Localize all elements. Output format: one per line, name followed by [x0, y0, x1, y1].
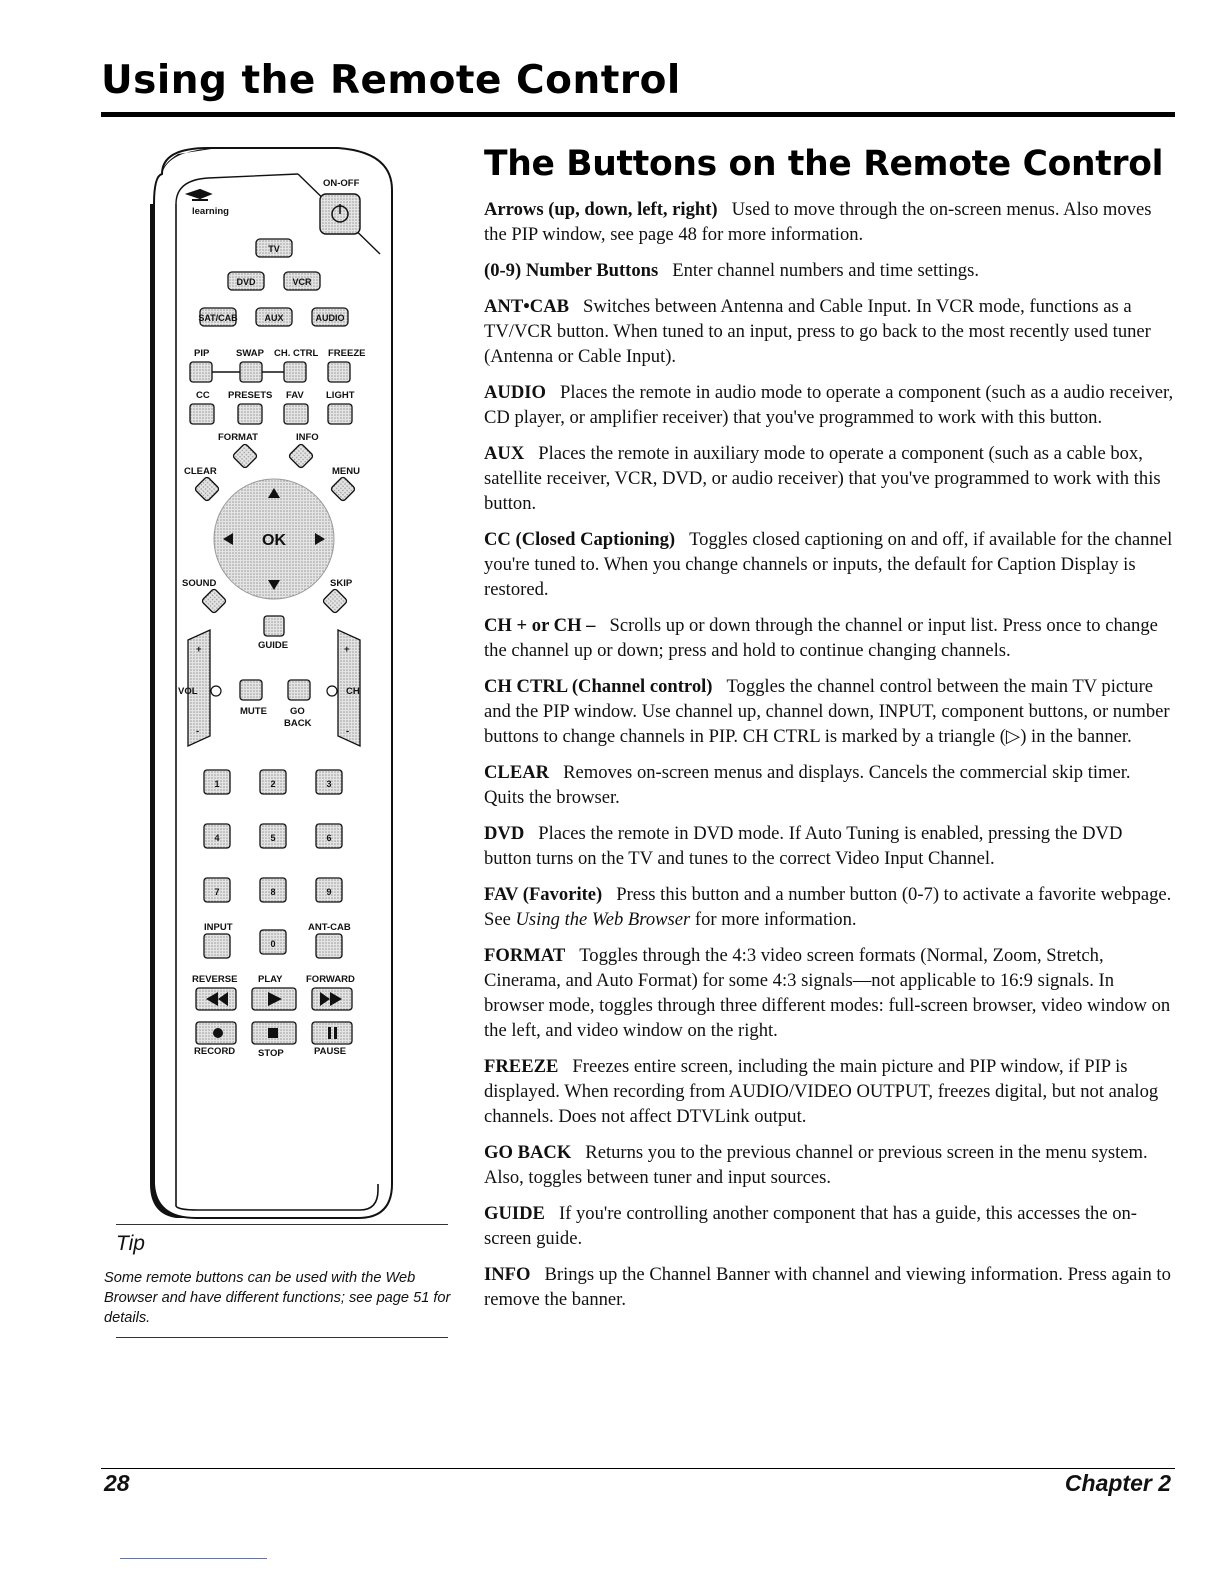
section-title: The Buttons on the Remote Control: [484, 144, 1164, 184]
vol-label: VOL: [178, 686, 198, 697]
ant-cab-button[interactable]: [316, 934, 342, 958]
digit-4-button[interactable]: [204, 824, 230, 848]
definition-term: CLEAR: [484, 762, 550, 784]
record-label: RECORD: [194, 1046, 236, 1057]
info-label: INFO: [296, 432, 319, 443]
ant-cab-label: ANT-CAB: [308, 922, 351, 933]
input-button[interactable]: [204, 934, 230, 958]
definition-term: CH + or CH –: [484, 615, 596, 637]
definition-text: Scrolls up or down through the channel or input list. Press once to change the channel up or down; press and hold to continue changing channels.: [484, 615, 1158, 661]
svg-text:SAT/CAB: SAT/CAB: [198, 313, 238, 323]
definition-text: Places the remote in audio mode to operate a component (such as a audio receiver, CD player, or amplifier receiver) that you've programmed to work with this button.: [484, 382, 1174, 429]
definition-term: AUX: [484, 443, 525, 465]
ok-button[interactable]: OK: [262, 532, 286, 549]
cc-label: CC: [196, 390, 210, 401]
definition-freeze: [484, 1055, 1174, 1129]
svg-text:DVD: DVD: [236, 277, 256, 287]
bottom-decorative-rule: [120, 1558, 267, 1559]
forward-label: FORWARD: [306, 974, 355, 985]
fav-button[interactable]: [284, 404, 308, 424]
learning-label: learning: [192, 206, 229, 217]
definition-arrows: [484, 198, 1174, 248]
freeze-label: FREEZE: [328, 348, 366, 359]
definition-term: FORMAT: [484, 945, 566, 967]
ch-ctrl-label: CH. CTRL: [274, 348, 319, 359]
light-label: LIGHT: [326, 390, 355, 401]
svg-text:VCR: VCR: [292, 277, 312, 287]
definition-term: GO BACK: [484, 1142, 572, 1163]
pause-icon: [328, 1027, 331, 1039]
reverse-label: REVERSE: [192, 974, 238, 985]
definition-text: Enter channel numbers and time settings.: [672, 260, 979, 282]
definition-text: If you're controlling another component that has a guide, this accesses the on-screen guide.: [484, 1203, 1138, 1249]
mute-button[interactable]: [240, 680, 262, 700]
tip-text: Some remote buttons can be used with the Web Browser and have different functions; see page 51 for details.: [104, 1270, 451, 1326]
digit-9-button[interactable]: [316, 878, 342, 902]
pip-label: PIP: [194, 348, 210, 359]
definition-term: FAV (Favorite): [484, 884, 603, 906]
definition-term: INFO: [484, 1264, 531, 1286]
presets-button[interactable]: [238, 404, 262, 424]
svg-text:3: 3: [326, 779, 332, 789]
svg-text:5: 5: [270, 833, 276, 843]
definition-text: Toggles the channel control between the main TV picture and the PIP window. Use channel up, channel down, INPUT, component buttons, or number buttons to change channels in PIP. CH CTRL is marked by a triangle (▷) in the banner.: [484, 676, 1170, 747]
digit-3-button[interactable]: [316, 770, 342, 794]
svg-text:4: 4: [214, 833, 220, 843]
definition-text: Switches between Antenna and Cable Input. In VCR mode, functions as a TV/VCR button. When tuned to an input, press to go back to the most recently used tuner (Antenna or Cable Input).: [484, 296, 1151, 367]
back-label: BACK: [284, 718, 312, 729]
ch-ctrl-button[interactable]: [284, 362, 306, 382]
footer-rule: [101, 1468, 1175, 1469]
svg-text:8: 8: [270, 887, 276, 897]
light-button[interactable]: [328, 404, 352, 424]
definition-clear: [484, 761, 1174, 811]
digit-0-button[interactable]: [260, 930, 286, 954]
record-icon: [213, 1028, 223, 1038]
svg-text:7: 7: [214, 887, 220, 897]
input-label: INPUT: [204, 922, 233, 933]
guide-label: GUIDE: [258, 640, 289, 651]
digit-6-button[interactable]: [316, 824, 342, 848]
definition-term: DVD: [484, 823, 525, 845]
definition-aux: [484, 442, 1174, 516]
svg-text:1: 1: [214, 779, 220, 789]
svg-text:TV: TV: [268, 244, 280, 254]
definition-guide: [484, 1202, 1174, 1252]
tip-bottom-rule: [116, 1337, 448, 1338]
format-label: FORMAT: [218, 432, 258, 443]
definition-term: CH CTRL (Channel control): [484, 676, 713, 698]
definition-cc: [484, 528, 1174, 602]
definitions-list: [484, 198, 1174, 1324]
definition-text-after: for more information.: [690, 909, 857, 931]
mute-label: MUTE: [240, 706, 267, 717]
ch-label: CH: [346, 686, 360, 697]
digit-1-button[interactable]: [204, 770, 230, 794]
definition-dvd: [484, 822, 1174, 872]
guide-button[interactable]: [264, 616, 284, 636]
definition-fav: [484, 883, 1174, 933]
svg-text:0: 0: [270, 939, 276, 949]
definition-term: AUDIO: [484, 382, 546, 404]
definition-text: Removes on-screen menus and displays. Cancels the commercial skip timer. Quits the browser.: [484, 762, 1131, 808]
sound-label: SOUND: [182, 578, 217, 589]
cc-button[interactable]: [190, 404, 214, 424]
definition-ch-ctrl: [484, 675, 1174, 749]
definition-text: Used to move through the on-screen menus. Also moves the PIP window, see page 48 for more information.: [484, 199, 1152, 245]
digit-8-button[interactable]: [260, 878, 286, 902]
volume-up-label: +: [196, 644, 202, 655]
header-rule: [101, 112, 1175, 117]
definition-format: [484, 944, 1174, 1043]
channel-up-label: +: [344, 644, 350, 655]
definition-term: CC (Closed Captioning): [484, 529, 676, 551]
remote-control-illustration: [148, 144, 396, 1222]
tv-button[interactable]: [256, 239, 292, 257]
definition-term: FREEZE: [484, 1056, 559, 1078]
definition-term: ANT•CAB: [484, 296, 570, 318]
menu-label: MENU: [332, 466, 360, 477]
presets-label: PRESETS: [228, 390, 273, 401]
svg-text:2: 2: [270, 779, 276, 789]
on-off-label: ON-OFF: [323, 178, 360, 189]
definition-term: Arrows (up, down, left, right): [484, 199, 718, 220]
definition-text: Press this button and a number button (0-7) to activate a favorite webpage. See: [484, 884, 1172, 931]
digit-2-button[interactable]: [260, 770, 286, 794]
pause-label: PAUSE: [314, 1046, 347, 1057]
sat-cab-button[interactable]: [198, 308, 238, 326]
stop-label: STOP: [258, 1048, 284, 1059]
stop-icon: [268, 1028, 278, 1038]
definition-text: Toggles through the 4:3 video screen formats (Normal, Zoom, Stretch, Cinerama, and Auto Format) for some 4:3 signals—not applicable to 16:9 signals. In browser mode, toggles through three different modes: full-screen browser, video window on the left, and video window on the right.: [484, 945, 1171, 1041]
swap-button[interactable]: [240, 362, 262, 382]
svg-text:AUDIO: AUDIO: [315, 313, 345, 323]
definition-term: (0-9) Number Buttons: [484, 260, 659, 282]
freeze-button[interactable]: [328, 362, 350, 382]
svg-text:6: 6: [326, 833, 332, 843]
definition-term: GUIDE: [484, 1203, 545, 1225]
svg-text:AUX: AUX: [264, 313, 284, 323]
definition-text: Places the remote in auxiliary mode to operate a component (such as a cable box, satellite receiver, VCR, DVD, or audio receiver) that you've programmed to work with this button.: [484, 443, 1161, 514]
vcr-button[interactable]: [284, 272, 320, 290]
swap-label: SWAP: [236, 348, 264, 359]
skip-label: SKIP: [330, 578, 353, 589]
definition-go-back: [484, 1141, 1174, 1191]
go-label: GO: [290, 706, 305, 717]
cross-reference: Using the Web Browser: [515, 909, 691, 931]
definition-number-buttons: [484, 259, 1174, 284]
go-back-button[interactable]: [288, 680, 310, 700]
pip-button[interactable]: [190, 362, 212, 382]
channel-down-label: -: [346, 726, 350, 737]
digit-7-button[interactable]: [204, 878, 230, 902]
clear-label: CLEAR: [184, 466, 217, 477]
chapter-label: Chapter 2: [1064, 1470, 1171, 1496]
svg-text:9: 9: [326, 887, 332, 897]
play-label: PLAY: [258, 974, 283, 985]
digit-5-button[interactable]: [260, 824, 286, 848]
definition-audio: [484, 381, 1174, 431]
audio-button[interactable]: [312, 308, 348, 326]
page-header-title: Using the Remote Control: [101, 58, 681, 103]
definition-info: [484, 1263, 1174, 1313]
volume-down-label: -: [196, 726, 200, 737]
pause-button[interactable]: [312, 1022, 352, 1044]
definition-text: Brings up the Channel Banner with channel and viewing information. Press again to remove the banner.: [484, 1264, 1171, 1310]
fav-label: FAV: [286, 390, 304, 401]
definition-text: Places the remote in DVD mode. If Auto Tuning is enabled, pressing the DVD button turns on the TV and tunes to the correct Video Input Channel.: [484, 823, 1123, 870]
page-number: 28: [104, 1470, 130, 1496]
definition-ant-cab: [484, 295, 1174, 369]
definition-text: Freezes entire screen, including the main picture and PIP window, if PIP is displayed. When recording from AUDIO/VIDEO OUTPUT, freezes digital, but not analog channels. Does not affect DTVLink output.: [484, 1056, 1159, 1127]
definition-ch-plus-minus: [484, 614, 1174, 664]
aux-button[interactable]: [256, 308, 292, 326]
tip-top-rule: [116, 1224, 448, 1225]
tip-title: Tip: [116, 1232, 145, 1255]
definition-text: Toggles closed captioning on and off, if available for the channel you're tuned to. When you change channels or inputs, the default for Caption Display is restored.: [484, 529, 1173, 600]
dvd-button[interactable]: [228, 272, 264, 290]
definition-text: Returns you to the previous channel or previous screen in the menu system. Also, toggles between tuner and input sources.: [484, 1142, 1148, 1188]
